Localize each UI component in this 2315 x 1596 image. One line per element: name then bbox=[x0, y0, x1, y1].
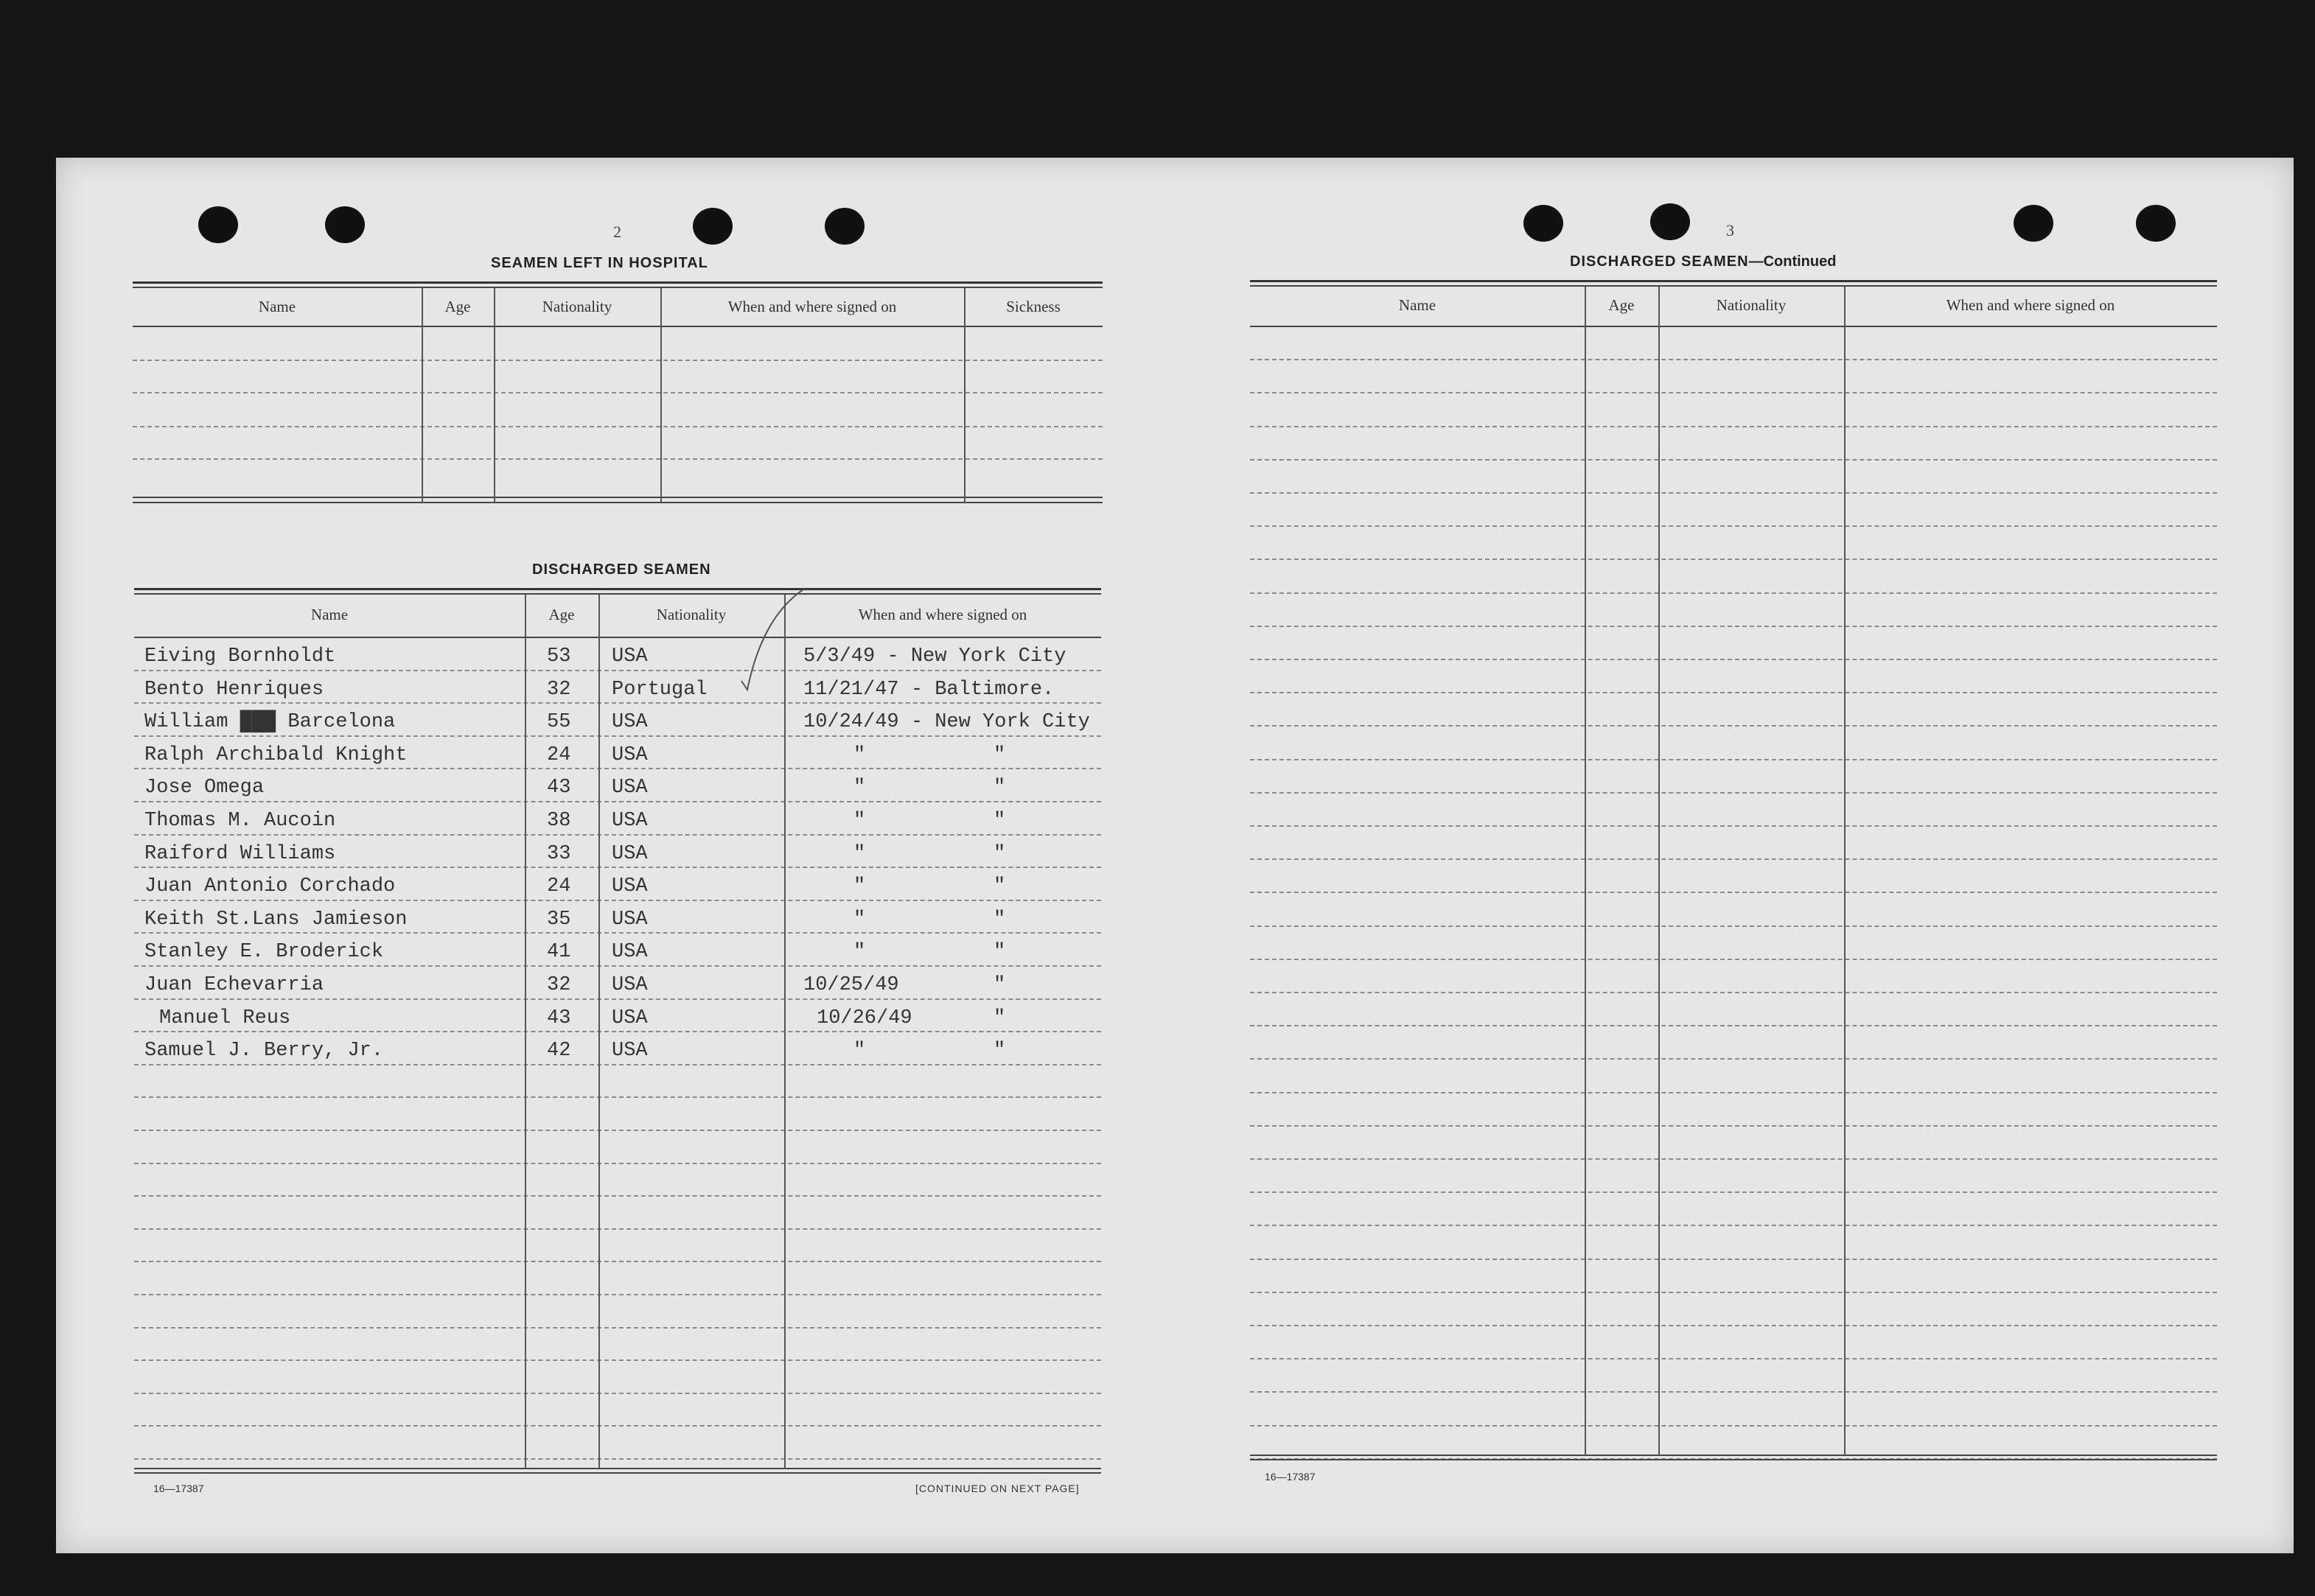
ditto-mark: " bbox=[994, 743, 1006, 766]
column-header: Sickness bbox=[1006, 298, 1061, 315]
column-header: Age bbox=[444, 298, 471, 315]
page-number: 3 bbox=[1726, 221, 1734, 239]
seaman-name: Juan Antonio Corchado bbox=[144, 875, 396, 898]
seaman-age: 35 bbox=[547, 908, 571, 931]
section-title: DISCHARGED SEAMEN bbox=[1570, 253, 1749, 270]
punch-hole bbox=[1523, 205, 1563, 242]
seaman-name: Thomas M. Aucoin bbox=[144, 810, 336, 832]
signed-on: " bbox=[853, 1040, 866, 1063]
seaman-name: Stanley E. Broderick bbox=[144, 941, 384, 964]
column-header: Age bbox=[1608, 296, 1635, 314]
section-title-suffix: —Continued bbox=[1748, 253, 1837, 270]
column-header: Name bbox=[310, 606, 349, 623]
signed-on: " bbox=[853, 842, 866, 865]
seaman-name: Keith St.Lans Jamieson bbox=[144, 908, 408, 931]
ditto-mark: " bbox=[994, 941, 1006, 964]
seaman-nationality: USA bbox=[612, 1007, 648, 1029]
seaman-name: Raiford Williams bbox=[144, 842, 336, 865]
seaman-age: 43 bbox=[547, 1007, 571, 1029]
column-header: When and where signed on bbox=[1946, 296, 2115, 314]
seaman-nationality: Portugal bbox=[612, 678, 708, 701]
discharged-continued-table bbox=[1250, 280, 2217, 1484]
seaman-age: 55 bbox=[547, 711, 571, 734]
signed-on: 10/24/49 - New York City bbox=[803, 711, 1090, 734]
seaman-age: 41 bbox=[547, 941, 571, 964]
seaman-name: Jose Omega bbox=[144, 777, 265, 799]
column-header: Age bbox=[548, 606, 575, 623]
seaman-age: 33 bbox=[547, 842, 571, 865]
seaman-age: 24 bbox=[547, 743, 571, 766]
page-number: 2 bbox=[613, 223, 621, 241]
seaman-name: William ███ Barcelona bbox=[144, 711, 396, 734]
signed-on: 5/3/49 - New York City bbox=[803, 645, 1066, 668]
column-header: Nationality bbox=[1716, 296, 1787, 314]
form-code: 16—17387 bbox=[153, 1483, 204, 1494]
signed-on: 10/26/49 bbox=[817, 1007, 912, 1029]
signed-on: " bbox=[853, 941, 866, 964]
signed-on: " bbox=[853, 875, 866, 898]
signed-on: " bbox=[853, 810, 866, 832]
seaman-nationality: USA bbox=[612, 842, 648, 865]
seaman-nationality: USA bbox=[612, 711, 648, 734]
seaman-name: Samuel J. Berry, Jr. bbox=[144, 1040, 384, 1063]
signed-on: " bbox=[853, 908, 866, 931]
column-header: Nationality bbox=[542, 298, 612, 315]
hospital-section-title: SEAMEN LEFT IN HOSPITAL bbox=[491, 255, 708, 271]
seaman-age: 43 bbox=[547, 777, 571, 799]
column-header: When and where signed on bbox=[727, 298, 897, 315]
ditto-mark: " bbox=[994, 777, 1006, 799]
document-sheet bbox=[56, 158, 2294, 1553]
ditto-mark: " bbox=[994, 875, 1006, 898]
signed-on: 11/21/47 - Baltimore. bbox=[803, 678, 1055, 701]
seaman-nationality: USA bbox=[612, 777, 648, 799]
ditto-mark: " bbox=[994, 810, 1006, 832]
ditto-mark: " bbox=[994, 974, 1006, 996]
seaman-age: 38 bbox=[547, 810, 571, 832]
seaman-name: Ralph Archibald Knight bbox=[144, 743, 408, 766]
column-header: Name bbox=[1398, 296, 1436, 314]
seaman-age: 32 bbox=[547, 678, 571, 701]
seaman-age: 24 bbox=[547, 875, 571, 898]
ditto-mark: " bbox=[994, 842, 1006, 865]
seaman-nationality: USA bbox=[612, 645, 648, 668]
punch-hole bbox=[1650, 203, 1690, 240]
discharged-section-title: DISCHARGED SEAMEN bbox=[532, 561, 711, 578]
seaman-nationality: USA bbox=[612, 743, 648, 766]
seaman-nationality: USA bbox=[612, 875, 648, 898]
seaman-name: Juan Echevarria bbox=[144, 974, 324, 996]
ditto-mark: " bbox=[994, 908, 1006, 931]
seaman-age: 53 bbox=[547, 645, 571, 668]
form-code: 16—17387 bbox=[1265, 1471, 1316, 1483]
column-header: When and where signed on bbox=[858, 606, 1027, 623]
seaman-nationality: USA bbox=[612, 908, 648, 931]
signed-on: " bbox=[853, 743, 866, 766]
punch-hole bbox=[2014, 205, 2053, 242]
continued-note: [CONTINUED ON NEXT PAGE] bbox=[915, 1483, 1080, 1494]
ditto-mark: " bbox=[994, 1040, 1006, 1063]
seaman-name: Eiving Bornholdt bbox=[144, 645, 336, 668]
seaman-nationality: USA bbox=[612, 810, 648, 832]
seaman-nationality: USA bbox=[612, 941, 648, 964]
punch-hole bbox=[198, 206, 238, 243]
punch-hole bbox=[825, 208, 865, 245]
seaman-age: 32 bbox=[547, 974, 571, 996]
seaman-name: Manuel Reus bbox=[159, 1007, 291, 1029]
signed-on: " bbox=[853, 777, 866, 799]
column-header: Nationality bbox=[656, 606, 727, 623]
punch-hole bbox=[693, 208, 733, 245]
punch-hole bbox=[325, 206, 365, 243]
seaman-nationality: USA bbox=[612, 1040, 648, 1063]
discharged-table bbox=[134, 588, 1101, 1487]
check-mark bbox=[733, 588, 806, 691]
ditto-mark: " bbox=[994, 1007, 1006, 1029]
hospital-table bbox=[133, 281, 1103, 517]
seaman-name: Bento Henriques bbox=[144, 678, 324, 701]
seaman-nationality: USA bbox=[612, 974, 648, 996]
column-header: Name bbox=[258, 298, 296, 315]
seaman-age: 42 bbox=[547, 1040, 571, 1063]
punch-hole bbox=[2136, 205, 2176, 242]
discharged-continued-title bbox=[1570, 253, 1836, 270]
signed-on: 10/25/49 bbox=[803, 974, 899, 996]
